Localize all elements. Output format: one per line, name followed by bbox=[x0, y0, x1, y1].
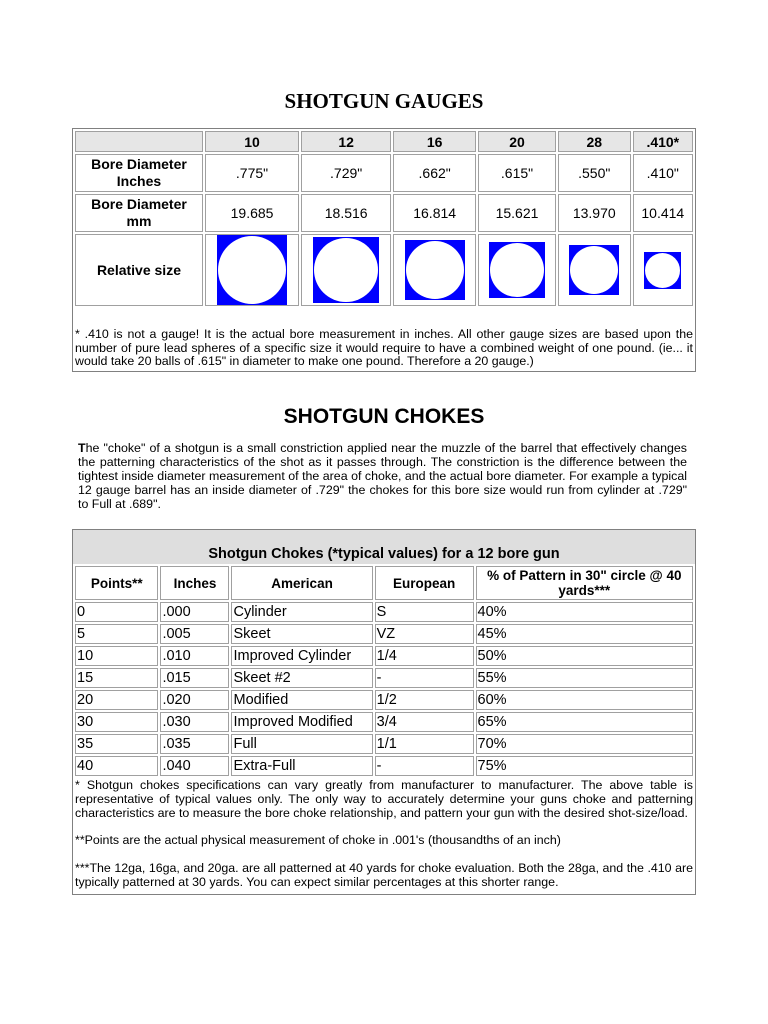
table-cell: 3/4 bbox=[375, 712, 474, 732]
column-header: % of Pattern in 30" circle @ 40 yards*** bbox=[476, 566, 693, 600]
chokes-header-row bbox=[75, 566, 693, 600]
bore-size-square bbox=[489, 242, 545, 298]
relative-size-cell bbox=[205, 234, 299, 306]
bore-size-square bbox=[405, 240, 465, 300]
column-header: American bbox=[231, 566, 372, 600]
bore-mm-cell: 15.621 bbox=[478, 194, 556, 232]
relative-size-cell bbox=[393, 234, 476, 306]
table-cell: Modified bbox=[231, 690, 372, 710]
table-row bbox=[75, 734, 693, 754]
table-cell: 30 bbox=[75, 712, 158, 732]
table-cell: 70% bbox=[476, 734, 693, 754]
bore-circle-icon bbox=[218, 236, 286, 304]
table-cell: S bbox=[375, 602, 474, 622]
table-cell: .020 bbox=[160, 690, 229, 710]
table-cell: Full bbox=[231, 734, 372, 754]
table-cell: 75% bbox=[476, 756, 693, 776]
bore-inches-cell: .410" bbox=[633, 154, 693, 192]
table-cell: .035 bbox=[160, 734, 229, 754]
table-cell: 65% bbox=[476, 712, 693, 732]
table-cell: 55% bbox=[476, 668, 693, 688]
chokes-footnotes bbox=[73, 778, 695, 894]
relative-size-cell bbox=[478, 234, 556, 306]
gauge-header: .410* bbox=[633, 131, 693, 152]
bore-size-square bbox=[644, 252, 681, 289]
table-cell: .015 bbox=[160, 668, 229, 688]
bore-circle-icon bbox=[490, 243, 544, 297]
table-cell: .040 bbox=[160, 756, 229, 776]
table-cell: Improved Modified bbox=[231, 712, 372, 732]
gauge-header: 28 bbox=[558, 131, 631, 152]
table-cell: .010 bbox=[160, 646, 229, 666]
bore-mm-row bbox=[75, 194, 693, 232]
relative-size-cell bbox=[633, 234, 693, 306]
table-cell: .005 bbox=[160, 624, 229, 644]
chokes-table-frame bbox=[72, 529, 696, 895]
column-header: European bbox=[375, 566, 474, 600]
bore-inches-cell: .615" bbox=[478, 154, 556, 192]
relative-size-cell bbox=[301, 234, 391, 306]
column-header: Inches bbox=[160, 566, 229, 600]
table-row bbox=[75, 668, 693, 688]
gauges-table bbox=[73, 129, 695, 308]
table-cell: .030 bbox=[160, 712, 229, 732]
bore-inches-cell: .550" bbox=[558, 154, 631, 192]
bore-circle-icon bbox=[570, 246, 618, 294]
table-row bbox=[75, 602, 693, 622]
gauge-header: 10 bbox=[205, 131, 299, 152]
bore-inches-label: Bore Diameter Inches bbox=[75, 154, 203, 192]
table-row bbox=[75, 690, 693, 710]
bore-mm-cell: 19.685 bbox=[205, 194, 299, 232]
table-cell: 40 bbox=[75, 756, 158, 776]
intro-drop-letter: T bbox=[78, 441, 86, 455]
table-cell: 10 bbox=[75, 646, 158, 666]
table-cell: Extra-Full bbox=[231, 756, 372, 776]
intro-text: he "choke" of a shotgun is a small constriction applied near the muzzle of the barrel that effectively changes the patterning characteristics of the shot as it passes through. The constriction is the difference between the tightest inside diameter measurement of the area of choke, and the actual bore diameter. For example a typical 12 gauge barrel has an inside diameter of .729" the chokes for this bore size would run from cylinder at .729" to Full at .689". bbox=[78, 441, 687, 511]
table-cell: 5 bbox=[75, 624, 158, 644]
bore-inches-row bbox=[75, 154, 693, 192]
table-cell: 0 bbox=[75, 602, 158, 622]
bore-inches-cell: .729" bbox=[301, 154, 391, 192]
relative-size-label: Relative size bbox=[75, 234, 203, 306]
bore-inches-cell: .662" bbox=[393, 154, 476, 192]
bore-size-square bbox=[569, 245, 619, 295]
footnote-1: * Shotgun chokes specifications can vary greatly from manufacturer to manufacturer. The above table is representative of typical values only. The only way to accurately determine your guns choke and patterning characteristics are to measure the bore choke relationship, and pattern your gun with the desired shot-size/load. bbox=[75, 778, 693, 820]
bore-mm-cell: 16.814 bbox=[393, 194, 476, 232]
chokes-table-caption: Shotgun Chokes (*typical values) for a 12 bore gun bbox=[73, 530, 695, 564]
bore-size-square bbox=[217, 235, 287, 305]
table-cell: Improved Cylinder bbox=[231, 646, 372, 666]
gauge-footnote: * .410 is not a gauge! It is the actual bore measurement in inches. All other gauge sizes are based upon the number of pure lead spheres of a specific size it would require to have a combined weight of one pound. (ie... it would take 20 balls of .615" in diameter to make one pound. Therefore a 20 gauge.) bbox=[75, 327, 693, 368]
footnote-3: ***The 12ga, 16ga, and 20ga. are all patterned at 40 yards for choke evaluation. Both the 28ga, and the .410 are typically patterned at 30 yards. You can expect similar percentages at this shorter range. bbox=[75, 861, 693, 889]
table-cell: 45% bbox=[476, 624, 693, 644]
bore-mm-cell: 18.516 bbox=[301, 194, 391, 232]
bore-circle-icon bbox=[406, 241, 464, 299]
table-cell: - bbox=[375, 668, 474, 688]
table-row bbox=[75, 624, 693, 644]
table-cell: 1/1 bbox=[375, 734, 474, 754]
bore-mm-cell: 10.414 bbox=[633, 194, 693, 232]
table-cell: Skeet bbox=[231, 624, 372, 644]
chokes-intro-paragraph bbox=[78, 441, 687, 511]
bore-mm-label: Bore Diameter mm bbox=[75, 194, 203, 232]
table-cell: 15 bbox=[75, 668, 158, 688]
table-cell: 35 bbox=[75, 734, 158, 754]
gauges-title: SHOTGUN GAUGES bbox=[284, 89, 484, 113]
table-row bbox=[75, 646, 693, 666]
table-cell: 1/2 bbox=[375, 690, 474, 710]
gauges-table-frame bbox=[72, 128, 696, 372]
bore-circle-icon bbox=[314, 238, 378, 302]
bore-mm-cell: 13.970 bbox=[558, 194, 631, 232]
chokes-title: SHOTGUN CHOKES bbox=[283, 405, 485, 428]
gauge-header: 20 bbox=[478, 131, 556, 152]
table-cell: - bbox=[375, 756, 474, 776]
table-cell: 1/4 bbox=[375, 646, 474, 666]
gauge-header: 12 bbox=[301, 131, 391, 152]
table-cell: Cylinder bbox=[231, 602, 372, 622]
table-cell: .000 bbox=[160, 602, 229, 622]
table-cell: 60% bbox=[476, 690, 693, 710]
table-row bbox=[75, 712, 693, 732]
table-cell: VZ bbox=[375, 624, 474, 644]
table-cell: Skeet #2 bbox=[231, 668, 372, 688]
gauge-header: 16 bbox=[393, 131, 476, 152]
table-row bbox=[75, 756, 693, 776]
table-cell: 20 bbox=[75, 690, 158, 710]
relative-size-cell bbox=[558, 234, 631, 306]
footnote-2: **Points are the actual physical measurement of choke in .001's (thousandths of an inch) bbox=[75, 833, 561, 848]
chokes-table bbox=[73, 564, 695, 778]
table-cell: 40% bbox=[476, 602, 693, 622]
bore-inches-cell: .775" bbox=[205, 154, 299, 192]
gauges-header-row bbox=[75, 131, 693, 152]
relative-size-row bbox=[75, 234, 693, 306]
gauges-corner-cell bbox=[75, 131, 203, 152]
bore-size-square bbox=[313, 237, 379, 303]
bore-circle-icon bbox=[645, 253, 680, 288]
column-header: Points** bbox=[75, 566, 158, 600]
table-cell: 50% bbox=[476, 646, 693, 666]
